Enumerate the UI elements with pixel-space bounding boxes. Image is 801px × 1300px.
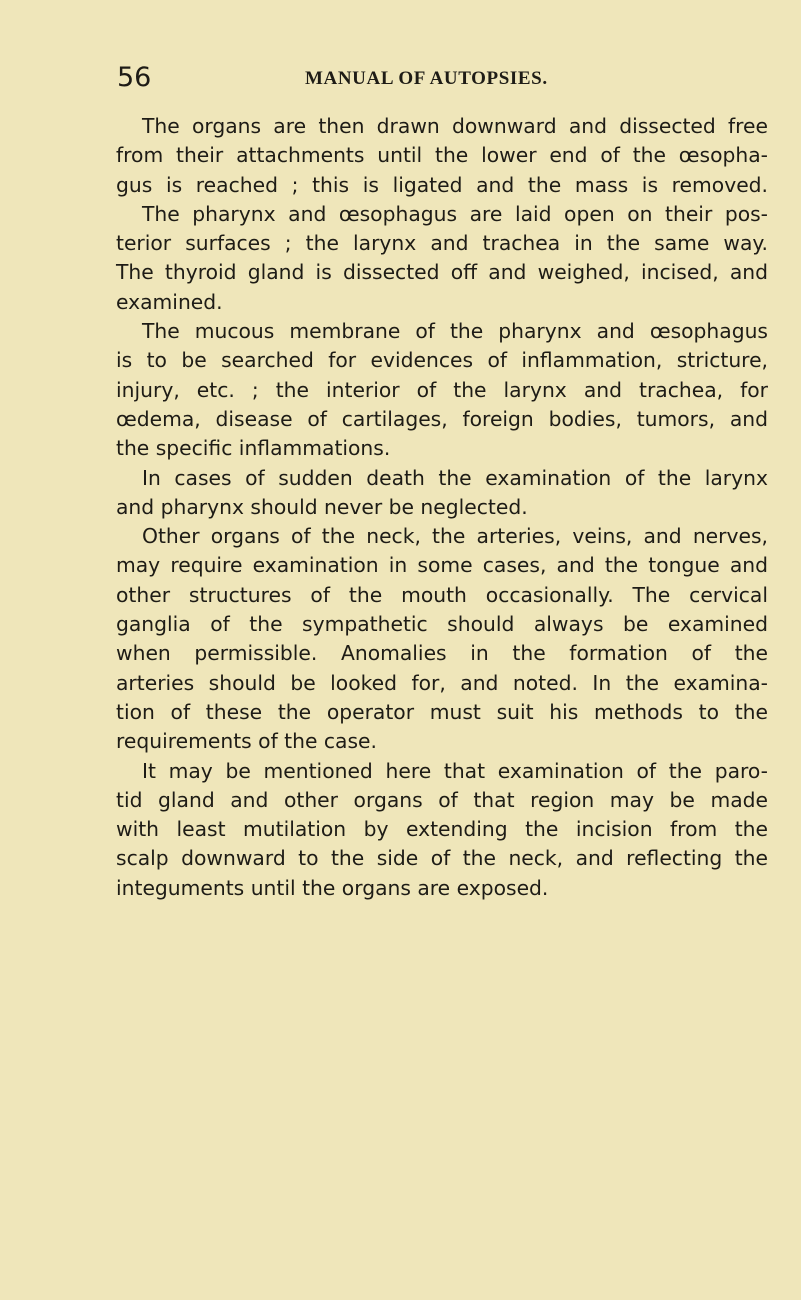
text-line: In cases of sudden death the examination of the larynx (142, 465, 768, 490)
text-line: integuments until the organs are exposed. (116, 875, 549, 900)
text-line: requirements of the case. (116, 729, 377, 754)
text-line: The pharynx and œsophagus are laid open on their pos- (142, 201, 768, 226)
page-header (117, 62, 767, 102)
text-line: with least mutilation by extending the incision from the (116, 817, 768, 842)
text-line: the specific inflammations. (116, 436, 391, 461)
text-line: gus is reached ; this is ligated and the mass is removed. (116, 172, 768, 197)
text-line: scalp downward to the side of the neck, and reflecting the (116, 846, 768, 871)
text-line: The organs are then drawn downward and dissected free (142, 114, 768, 138)
text-line: other structures of the mouth occasionally. The cervical (116, 582, 768, 607)
text-line: The thyroid gland is dissected off and weighed, incised, and (116, 260, 768, 285)
text-line: Other organs of the neck, the arteries, veins, and nerves, (142, 524, 768, 549)
body-text (116, 112, 768, 903)
text-line: injury, etc. ; the interior of the larynx and trachea, for (116, 377, 768, 402)
text-line: may require examination in some cases, and the tongue and (116, 553, 768, 578)
text-line: œdema, disease of cartilages, foreign bodies, tumors, and (116, 406, 768, 431)
text-line: It may be mentioned here that examination of the paro- (142, 758, 768, 783)
text-line: from their attachments until the lower end of the œsopha- (116, 143, 768, 168)
text-line: tid gland and other organs of that region may be made (116, 787, 768, 812)
text-line: is to be searched for evidences of inflammation, stricture, (116, 348, 768, 373)
text-line: tion of these the operator must suit his methods to the (116, 699, 768, 724)
text-line: examined. (116, 289, 223, 314)
running-title: MANUAL OF AUTOPSIES. (305, 68, 548, 89)
page-number: 56 (117, 62, 152, 93)
text-line: arteries should be looked for, and noted. In the examina- (116, 670, 768, 695)
text-line: when permissible. Anomalies in the formation of the (116, 641, 768, 666)
text-line: The mucous membrane of the pharynx and œsophagus (142, 319, 768, 344)
text-line: ganglia of the sympathetic should always be examined (116, 612, 768, 637)
text-line: and pharynx should never be neglected. (116, 494, 528, 519)
text-line: terior surfaces ; the larynx and trachea in the same way. (116, 231, 768, 256)
